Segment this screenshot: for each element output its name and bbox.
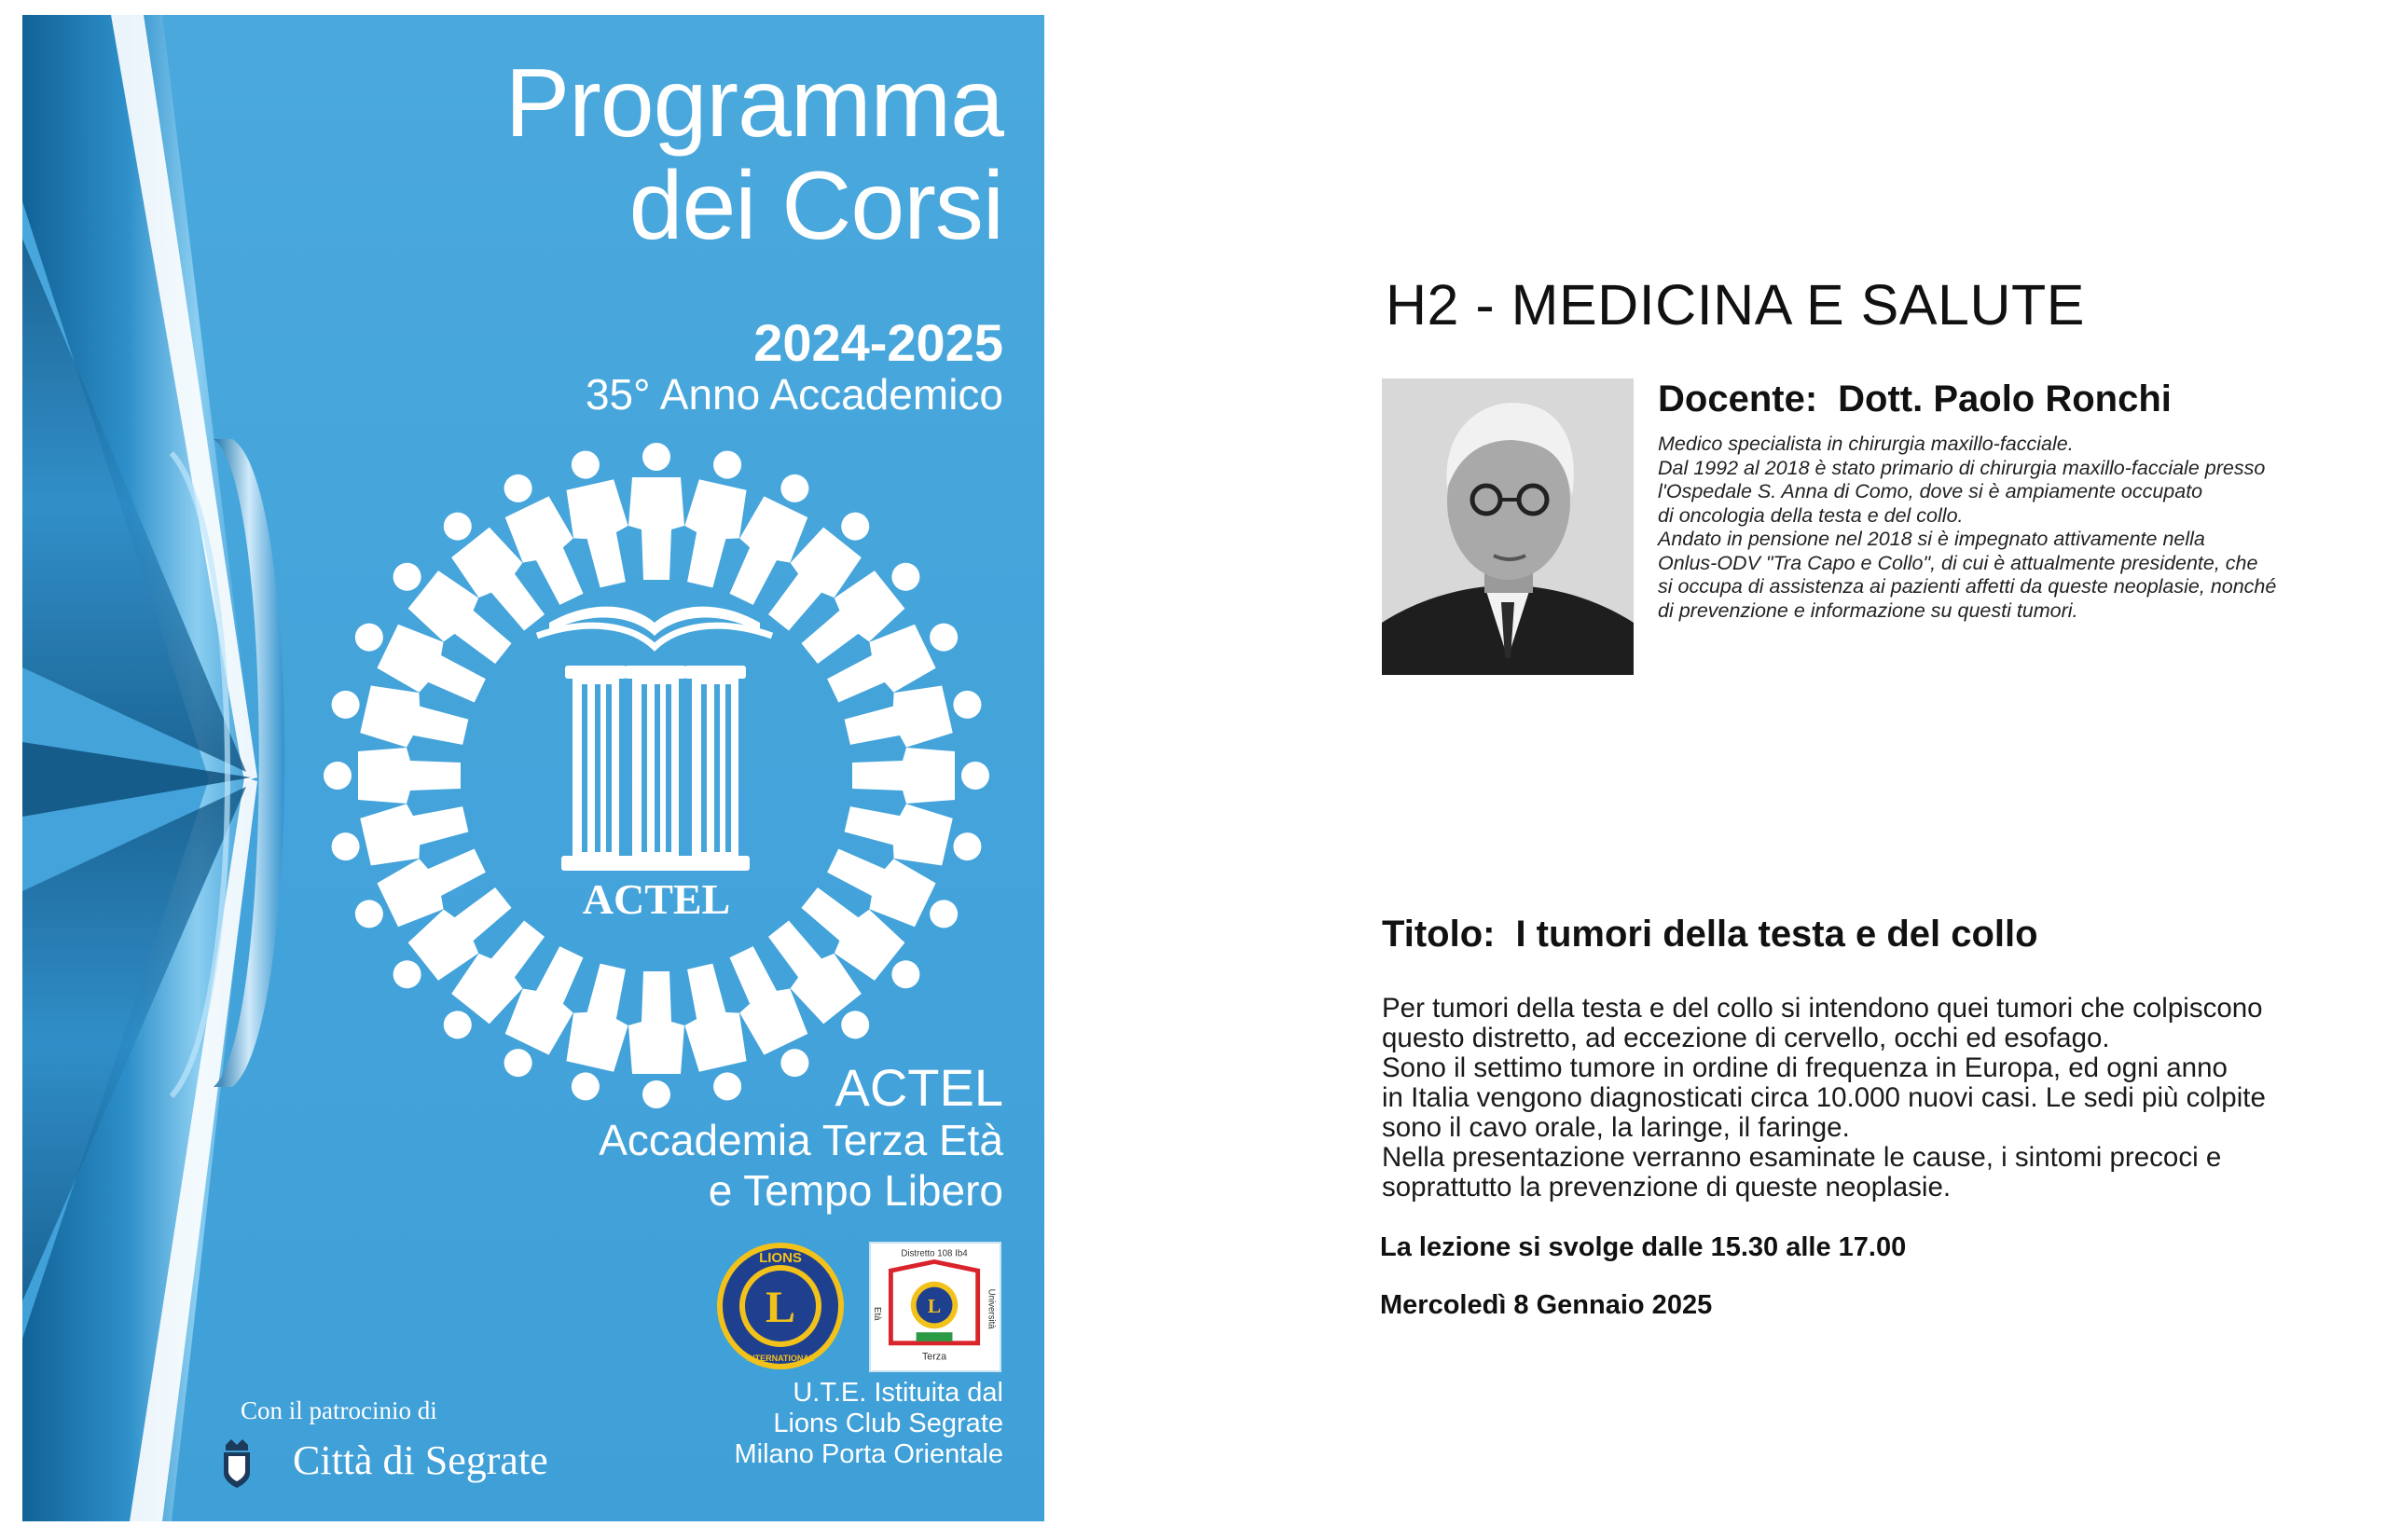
- description-line: questo distretto, ad eccezione di cervello, occhi ed esofago.: [1382, 1023, 2110, 1053]
- teacher-label: Docente:: [1658, 378, 1818, 419]
- course-page: [1063, 0, 2387, 1540]
- description-line: Sono il settimo tumore in ordine di frequenza in Europa, ed ogni anno: [1382, 1052, 2228, 1083]
- teacher-heading: [1658, 377, 2172, 421]
- course-section-heading: H2 - MEDICINA E SALUTE: [1386, 273, 2085, 337]
- organization-acronym: ACTEL: [835, 1058, 1003, 1117]
- lions-logo-letter: L: [765, 1283, 796, 1332]
- organization-name-line1: Accademia Terza Età: [599, 1116, 1003, 1164]
- description-line: Per tumori della testa e del collo si intendono quei tumori che colpiscono: [1382, 993, 2263, 1024]
- lesson-time: La lezione si svolge dalle 15.30 alle 17.00: [1380, 1232, 1907, 1262]
- ute-logo-bottom-text: Terza: [921, 1351, 947, 1363]
- academic-year-number: 35° Anno Accademico: [585, 370, 1003, 419]
- lesson-date: Mercoledì 8 Gennaio 2025: [1380, 1290, 1713, 1320]
- bio-line: Onlus-ODV "Tra Capo e Collo", di cui è attualmente presidente, che: [1658, 551, 2258, 574]
- description-line: soprattutto la prevenzione di queste neoplasie.: [1382, 1172, 1952, 1203]
- bio-line: Medico specialista in chirurgia maxillo-facciale.: [1658, 433, 2074, 455]
- course-title-heading: [1382, 912, 2038, 956]
- lions-logo-word: LIONS: [759, 1250, 802, 1266]
- person-figure-icon: [852, 748, 989, 804]
- ute-logo-top-text: Distretto 108 Ib4: [901, 1248, 968, 1259]
- cover-title-line1: Programma: [504, 49, 1003, 158]
- cover-title: [504, 49, 1003, 260]
- bio-line: si occupa di assistenza ai pazienti affetti da queste neoplasie, nonché: [1658, 575, 2277, 598]
- person-figure-icon: [628, 443, 684, 580]
- ute-line3: Milano Porta Orientale: [734, 1439, 1003, 1469]
- bio-line: Dal 1992 al 2018 è stato primario di chirurgia maxillo-facciale presso: [1658, 456, 2266, 479]
- description-line: sono il cavo orale, la laringe, il faringe.: [1382, 1112, 1850, 1143]
- city-crest-icon: [218, 1439, 255, 1490]
- person-figure-icon: [628, 971, 684, 1108]
- course-title: I tumori della testa e del collo: [1515, 914, 2038, 955]
- teacher-bio: [1658, 433, 2381, 623]
- lions-international-logo: [714, 1240, 847, 1372]
- bio-line: di oncologia della testa e del collo.: [1658, 503, 1964, 527]
- academic-years: 2024-2025: [753, 313, 1003, 372]
- ute-logo-left-text: Età: [871, 1307, 882, 1321]
- course-title-label: Titolo:: [1382, 914, 1496, 955]
- description-line: in Italia vengono diagnosticati circa 10.000 nuovi casi. Le sedi più colpite: [1382, 1082, 2266, 1113]
- patronage-label: Con il patrocinio di: [241, 1396, 437, 1424]
- bio-line: l'Ospedale S. Anna di Como, dove si è ampiamente occupato: [1658, 480, 2203, 502]
- ute-logo-right-text: Università: [986, 1288, 997, 1329]
- person-figure-icon: [324, 748, 461, 804]
- organization-name-line2: e Tempo Libero: [708, 1166, 1003, 1215]
- cover-title-line2: dei Corsi: [628, 152, 1003, 260]
- ute-line2: Lions Club Segrate: [773, 1409, 1003, 1438]
- teacher-name: Dott. Paolo Ronchi: [1838, 378, 2172, 419]
- emblem-label: ACTEL: [582, 875, 731, 923]
- city-name: Città di Segrate: [293, 1437, 548, 1483]
- description-line: Nella presentazione verranno esaminate le cause, i sintomi precoci e: [1382, 1142, 2222, 1173]
- svg-text:L: L: [927, 1294, 942, 1317]
- course-description: [1382, 994, 2370, 1203]
- organization-name: [599, 1115, 1003, 1216]
- bio-line: Andato in pensione nel 2018 si è impegnato attivamente nella: [1658, 528, 2205, 550]
- bio-line: di prevenzione e informazione su questi tumori.: [1658, 598, 2078, 622]
- actel-emblem-logo: [321, 440, 992, 1111]
- teacher-photo: [1382, 378, 1634, 675]
- brochure-cover: [22, 15, 1044, 1521]
- lions-logo-bottom-text: INTERNATIONAL: [746, 1354, 815, 1363]
- ute-university-logo: [869, 1242, 1001, 1372]
- ute-institution-text: [734, 1378, 1003, 1470]
- ute-line1: U.T.E. Istituita dal: [793, 1378, 1003, 1408]
